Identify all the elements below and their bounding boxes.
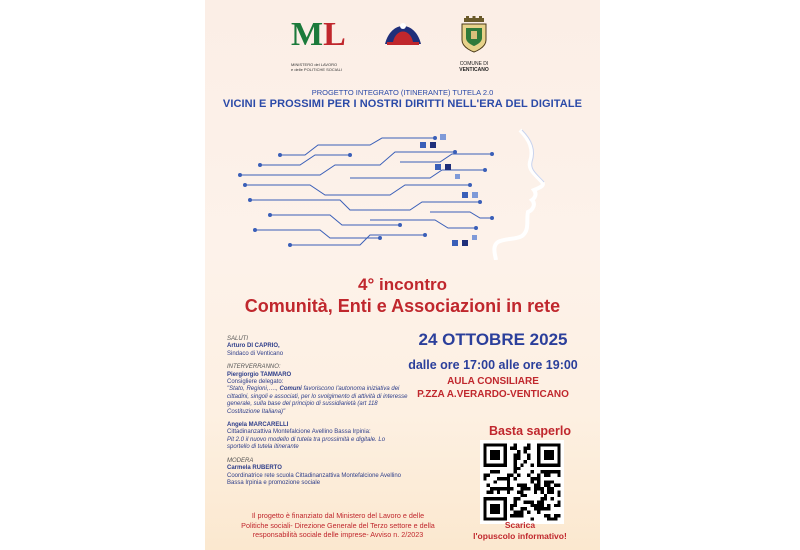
qr-call-to-action [455,520,585,541]
tammaro-role: Consigliere delegato: [227,379,284,386]
tammaro-topic [227,386,409,416]
qr-cta-line-1: Scarica [504,520,536,530]
saluti-role: Sindaco di Venticano [227,350,284,357]
qr-cta-line-2: l'opuscolo informativo! [473,530,567,541]
marcarelli-role: Cittadinanzattiva Montefalcione Avellino Bassa Irpinia: [227,429,371,436]
event-place-address: P.ZZA A.VERARDO-VENTICANO [417,388,569,400]
tammaro-topic-bold: Comuni [279,386,302,393]
interverranno-label: INTERVERRANNO: [227,364,281,371]
cittadinanzattiva-emblem-icon [381,16,425,46]
marcarelli-topic: Pit 2.0 il nuovo modello di tutela tra prossimità e digitale. Lo sportello di tutela itinerante [227,436,386,451]
ml-letter-m: M [291,16,324,53]
comune-crest-icon [459,16,489,54]
marcarelli-name: Angela MARCARELLI [227,422,289,429]
ministero-caption-1: MINISTERO del LAVORO [291,62,338,67]
ruberto-role: Coordinatrice rete scuola Cittadinanzattiva Montefalcione Avellino Bassa Irpinia e promozione sociale [227,472,401,486]
digital-face-circuit-illustration [230,120,570,260]
saluti-label: SALUTI [227,336,249,342]
meeting-number: 4° incontro [358,275,447,294]
modera-label: MODERA [227,457,254,464]
comune-name: VENTICANO [459,67,489,73]
funding-line-2: Politiche sociali- Direzione Generale del Terzo settore e della [241,520,435,530]
ministero-logo [291,18,351,80]
headline: VICINI E PROSSIMI PER I NOSTRI DIRITTI NELL'ERA DEL DIGITALE [222,98,583,110]
cittadinanzattiva-logo [370,16,436,80]
qr-heading: Basta saperlo [489,424,571,438]
event-hours: dalle ore 17:00 alle ore 19:00 [408,358,578,372]
funding-line-3: responsabilità sociale delle imprese- Avviso n. 2/2023 [252,530,424,539]
tammaro-topic-end: favoriscono l'autonoma iniziativa dei cittadini, singoli e associati, per lo svolgimento di attività di interesse generale, sulla base del principio di sussidiarietà (art 118 Costituzione Italiana)" [227,386,408,415]
event-place [393,376,593,401]
event-poster [205,0,600,550]
ministero-caption-2: e delle POLITICHE SOCIALI [291,67,342,72]
ruberto-name: Carmela RUBERTO [227,465,282,472]
meeting-title: Comunità, Enti e Associazioni in rete [244,296,561,316]
ml-letter-l: L [323,16,346,53]
saluti-name: Arturo DI CAPRIO, [227,343,280,350]
event-place-hall: AULA CONSILIARE [447,376,539,387]
speakers-column [227,336,409,493]
tammaro-name: Piergiorgio TAMMARO [227,371,292,378]
tammaro-topic-start: "Stato, Regioni,…., [227,386,280,393]
project-line: PROGETTO INTEGRATO (ITINERANTE) TUTELA 2.0 [311,88,494,97]
qr-code[interactable] [480,440,564,524]
comune-logo [456,16,492,80]
comune-label: COMUNE DI [459,61,489,67]
funding-line-1: Il progetto è finanziato dal Ministero del Lavoro e delle [251,511,425,520]
event-date: 24 OTTOBRE 2025 [418,330,568,349]
funding-note [213,511,463,540]
